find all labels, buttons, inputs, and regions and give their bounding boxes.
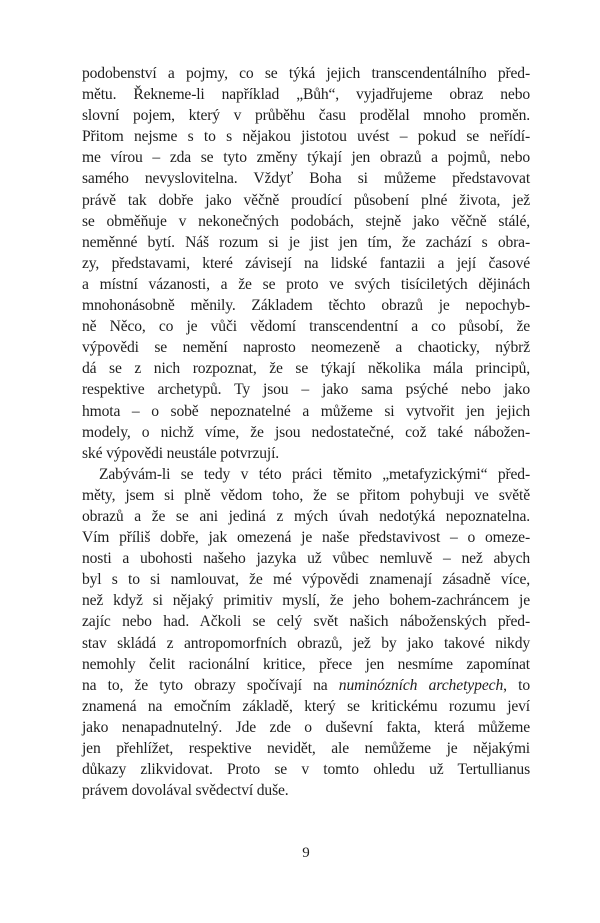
paragraph [82,464,530,802]
page-footer [82,843,530,863]
text-line: mnohonásobně měnily. Základem těchto obrazů je nepochyb- [82,297,530,315]
text-line: měty, jsem si plně vědom toho, že se přitom pohybuji ve světě [82,486,530,504]
text-line: zy, představami, které závisejí na lidské fantazii a její časové [82,254,530,272]
text-line: a místní vázanosti, a že se proto ve svých tisíciletých dějinách [82,275,530,293]
text-line: ské výpovědi neustále potvrzují. [82,444,280,462]
body-text [82,63,530,801]
text-line: respektive archetypů. Ty jsou – jako sama psýché nebo jako [82,381,530,399]
text-segment: , to [503,676,530,694]
text-line: ně Něco, co je vůči vědomí transcendentní a co působí, že [82,318,530,336]
text-line: samého nevyslovitelna. Vždyť Boha si můžeme představovat [82,170,530,188]
text-line: modely, o nichž víme, že jsou nedostatečné, což také nábožen- [82,423,530,441]
text-line: právě tak dobře jako věčně proudící působení plné života, jež [82,191,530,209]
page-number: 9 [302,845,310,861]
paragraph [82,63,530,464]
italic-term: numinózních archetypech [338,676,504,694]
text-line [82,675,530,696]
text-line: jen přehlížet, respektive nevidět, ale nemůžeme je nějakými [82,740,530,757]
text-line: Zabývám-li se tedy v této práci těmito „metafyzickými“ před- [99,465,530,483]
text-segment: na to, že tyto obrazy spočívají na [82,676,339,694]
text-line: Přitom nejsme s to s nějakou jistotou uvést – pokud se neřídí- [82,128,530,146]
text-line: hmota – o sobě nepoznatelné a můžeme si vytvořit jen jejich [82,402,530,420]
text-line: znamená na emočním základě, který se kritickému rozumu jeví [82,697,530,715]
text-line: nosti a ubohosti našeho jazyka už vůbec nemluvě – než abych [82,550,530,568]
text-line: než když si nějaký primitiv myslí, že jeho bohem-zachráncem je [82,592,530,610]
text-line: obrazů a že se ani jediná z mých úvah nedotýká nepoznatelna. [82,507,530,525]
text-line: dá se z nich rozpoznat, že se týkají několika mála principů, [82,360,530,378]
text-line: stav skládá z antropomorfních obrazů, jež by jako takové nikdy [82,634,530,652]
text-line: právem dovolával svědectví duše. [82,782,289,800]
text-line: slovní pojem, který v průběhu času prodělal mnoho proměn. [82,107,530,125]
text-line: byl s to si namlouvat, že mé výpovědi znamenají zásadně více, [82,571,530,589]
text-line: neměnné bytí. Náš rozum si je jist jen tím, že zachází s obra- [82,233,530,251]
text-line: mětu. Řekneme-li například „Bůh“, vyjadřujeme obraz nebo [82,86,530,104]
text-line: me vírou – zda se tyto změny týkají jen obrazů a pojmů, nebo [82,149,530,167]
text-line: nemohly čelit racionální kritice, přece jen nesmíme zapomínat [82,655,530,673]
text-line: se obměňuje v nekonečných podobách, stejně jako věčně stálé, [82,212,530,230]
text-line: důkazy zlikvidovat. Proto se v tomto ohledu už Tertullianus [82,761,530,779]
text-line: Vím příliš dobře, jak omezená je naše představivost – o omeze- [82,529,530,547]
text-line: zajíc nebo had. Ačkoli se celý svět našich náboženských před- [82,613,530,631]
text-line: jako nenapadnutelný. Jde zde o duševní fakta, která můžeme [82,718,530,736]
text-line: podobenství a pojmy, co se týká jejich transcendentálního před- [82,65,530,82]
text-line: výpovědi se nemění naprosto neomezeně a chaoticky, nýbrž [82,339,530,357]
